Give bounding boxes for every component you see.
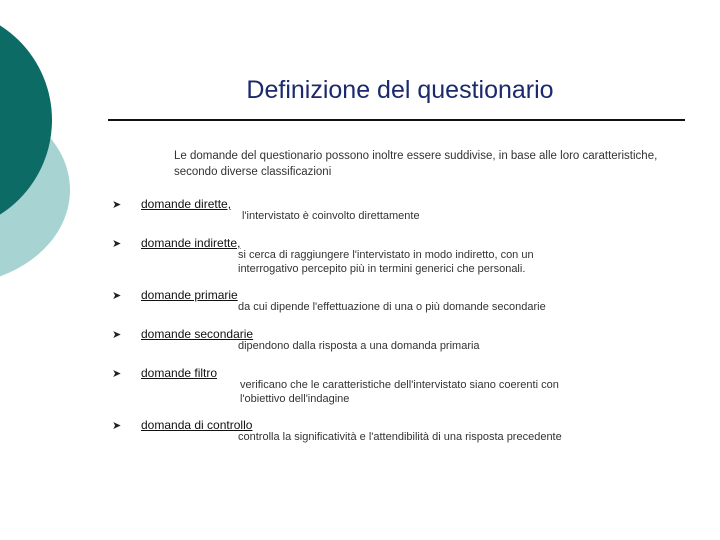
item-term: domande indirette, (141, 236, 241, 250)
item-description: da cui dipende l'effettuazione di una o più domande secondarie (238, 301, 546, 313)
arrow-bullet-icon: ➤ (112, 199, 122, 211)
item-term: domande primarie (141, 288, 238, 302)
arrow-bullet-icon: ➤ (112, 329, 122, 341)
arrow-bullet-icon: ➤ (112, 238, 122, 250)
item-description: l'intervistato è coinvolto direttamente (242, 210, 420, 222)
item-term: domande filtro (141, 366, 218, 380)
intro-paragraph: Le domande del questionario possono inoltre essere suddivise, in base alle loro caratteristiche, secondo diverse classificazioni (174, 150, 658, 178)
slide-title: Definizione del questionario (246, 76, 554, 104)
dark-teal-circle (0, 8, 52, 232)
arrow-bullet-icon: ➤ (112, 420, 122, 432)
item-term: domande secondarie (141, 327, 254, 341)
item-description: si cerca di raggiungere l'intervistato in modo indiretto, con un interrogativo percepito più in termini generici che personali. (238, 249, 534, 275)
item-description: controlla la significatività e l'attendibilità di una risposta precedente (238, 431, 562, 443)
item-description: verificano che le caratteristiche dell'intervistato siano coerenti con l'obiettivo dell'indagine (240, 379, 559, 405)
light-teal-circle (0, 95, 70, 285)
arrow-bullet-icon: ➤ (112, 368, 122, 380)
title-divider (108, 119, 685, 121)
item-description: dipendono dalla risposta a una domanda primaria (238, 340, 480, 352)
arrow-bullet-icon: ➤ (112, 290, 122, 302)
decorative-circles (0, 0, 120, 300)
item-term: domanda di controllo (141, 418, 253, 432)
item-term: domande dirette, (141, 197, 232, 211)
